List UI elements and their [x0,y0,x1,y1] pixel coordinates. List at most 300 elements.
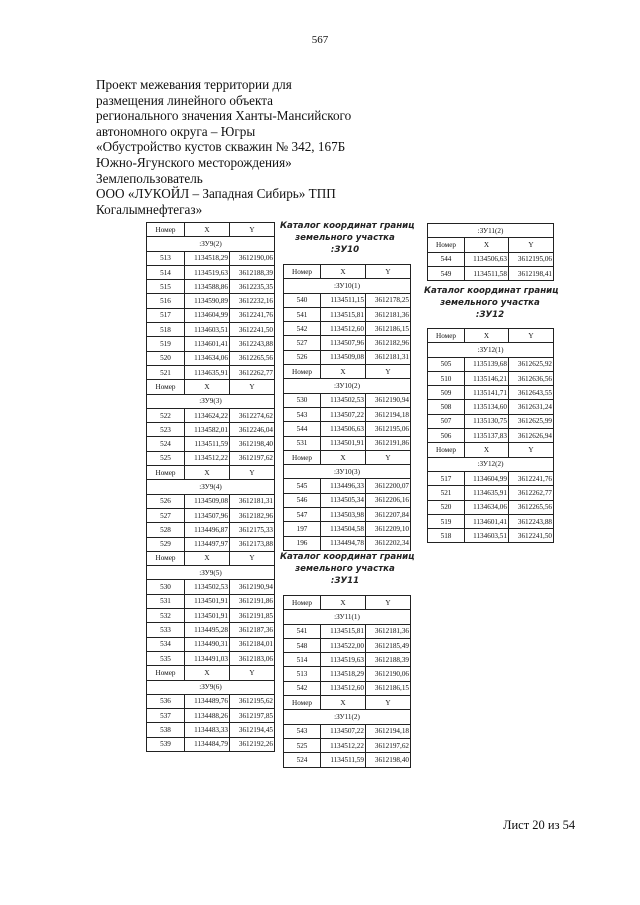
coord-x: 1135134,60 [465,400,509,414]
table-row [284,738,411,752]
catalog-title-zu12 [424,286,559,321]
coord-y: 3612206,16 [366,493,411,507]
catalog-title-line: земельного участка [295,232,395,243]
section-row [284,710,411,724]
section-title: :ЗУ9(2) [147,237,275,251]
table-row [147,694,275,708]
table-row [284,522,411,536]
coord-x: 1134604,99 [185,308,230,322]
coord-y: 3612200,07 [366,479,411,493]
coord-x: 1134505,34 [321,493,366,507]
column-header-y: Y [366,265,411,279]
coord-y: 3612198,41 [509,266,554,280]
point-number: 535 [147,651,185,665]
table-row [147,294,275,308]
coord-x: 1134504,58 [321,522,366,536]
coord-y: 3612241,76 [230,308,275,322]
column-header-number: Номер [428,443,465,457]
coord-x: 1134509,08 [321,350,366,364]
point-number: 527 [284,336,321,350]
table-row [428,400,554,414]
coord-x: 1134518,29 [185,251,230,265]
point-number: 546 [284,493,321,507]
point-number: 519 [147,337,185,351]
coord-y: 3612182,96 [366,336,411,350]
coord-y: 3612191,86 [230,594,275,608]
coord-y: 3612192,26 [230,737,275,751]
point-number: 520 [147,351,185,365]
coord-x: 1134518,29 [321,667,366,681]
point-number: 542 [284,322,321,336]
coord-y: 3612188,39 [230,265,275,279]
table-header-row [428,443,554,457]
coord-x: 1134511,59 [185,437,230,451]
coord-y: 3612207,84 [366,508,411,522]
point-number: 521 [147,365,185,379]
coord-x: 1134635,91 [465,486,509,500]
catalog-title-line: земельного участка [295,563,395,574]
coord-x: 1134483,33 [185,723,230,737]
coord-x: 1134522,00 [321,638,366,652]
point-number: 517 [147,308,185,322]
table-header-row [284,596,411,610]
section-title: :ЗУ10(3) [284,465,411,479]
table-row [428,371,554,385]
table-row [147,408,275,422]
column-header-y: Y [230,551,275,565]
catalog-title-line: :ЗУ11 [330,575,360,586]
table-row [147,709,275,723]
coord-y: 3612194,18 [366,407,411,421]
coord-y: 3612241,76 [509,471,554,485]
coord-x: 1134490,31 [185,637,230,651]
section-title: :ЗУ12(2) [428,457,554,471]
coord-y: 3612194,18 [366,724,411,738]
section-row [147,480,275,494]
coord-y: 3612184,01 [230,637,275,651]
table-row [147,737,275,751]
column-header-x: X [185,223,230,237]
coord-y: 3612191,86 [366,436,411,450]
coord-table-zu9 [146,222,275,752]
table-row [147,351,275,365]
section-title: :ЗУ9(6) [147,680,275,694]
column-header-y: Y [509,238,554,252]
coord-y: 3612625,99 [509,414,554,428]
point-number: 537 [147,709,185,723]
coord-y: 3612246,04 [230,423,275,437]
table-row [147,280,275,294]
coord-x: 1134507,22 [321,724,366,738]
catalog-title-zu10 [280,221,415,256]
page-number: 567 [311,34,329,46]
point-number: 505 [428,357,465,371]
coord-y: 3612178,25 [366,293,411,307]
coord-y: 3612185,49 [366,638,411,652]
coord-x: 1134495,28 [185,623,230,637]
coord-y: 3612198,40 [366,753,411,767]
point-number: 539 [147,737,185,751]
table-row [428,486,554,500]
section-title: :ЗУ10(1) [284,279,411,293]
coord-y: 3612190,06 [366,667,411,681]
point-number: 525 [284,738,321,752]
coord-y: 3612182,96 [230,508,275,522]
table-row [428,514,554,528]
column-header-number: Номер [284,365,321,379]
point-number: 524 [147,437,185,451]
column-header-x: X [321,265,366,279]
section-title: :ЗУ11(2) [284,710,411,724]
table-row [147,609,275,623]
coord-x: 1134501,91 [185,594,230,608]
table-row [428,529,554,543]
section-title: :ЗУ11(2) [428,224,554,238]
header-line: Когалымнефтегаз» [96,201,203,217]
coord-x: 1134509,08 [185,494,230,508]
table-row [284,307,411,321]
point-number: 513 [147,251,185,265]
coord-x: 1134503,98 [321,508,366,522]
coord-y: 3612190,94 [366,393,411,407]
coord-y: 3612195,62 [230,694,275,708]
section-row [284,279,411,293]
table-row [284,624,411,638]
table-row [147,651,275,665]
coord-x: 1134601,41 [465,514,509,528]
coord-y: 3612265,56 [230,351,275,365]
point-number: 543 [284,724,321,738]
header-line: Проект межевания территории для [96,77,292,92]
point-number: 514 [147,265,185,279]
table-header-row [284,365,411,379]
coord-x: 1134491,03 [185,651,230,665]
coord-y: 3612262,77 [230,365,275,379]
table-row [284,407,411,421]
column-header-number: Номер [284,596,321,610]
coord-x: 1134582,01 [185,423,230,437]
table-row [428,386,554,400]
coord-x: 1134488,26 [185,709,230,723]
coord-x: 1134501,91 [185,609,230,623]
table-row [147,437,275,451]
catalog-title-line: :ЗУ12 [475,309,505,320]
section-row [147,237,275,251]
table-row [284,724,411,738]
table-row [284,753,411,767]
table-row [147,308,275,322]
coord-y: 3612183,06 [230,651,275,665]
point-number: 522 [147,408,185,422]
coord-x: 1134496,87 [185,523,230,537]
table-row [284,350,411,364]
coord-y: 3612175,33 [230,523,275,537]
table-row [284,393,411,407]
coord-x: 1134515,81 [321,307,366,321]
point-number: 534 [147,637,185,651]
column-header-x: X [185,666,230,680]
table-row [147,723,275,737]
column-header-y: Y [366,696,411,710]
header-line: регионального значения Ханты-Мансийского [96,108,352,124]
coord-y: 3612195,06 [366,422,411,436]
point-number: 506 [428,429,465,443]
column-header-number: Номер [147,466,185,480]
point-number: 518 [147,323,185,337]
column-header-y: Y [230,466,275,480]
coord-y: 3612190,06 [230,251,275,265]
coord-y: 3612625,92 [509,357,554,371]
column-header-number: Номер [147,666,185,680]
table-row [147,323,275,337]
column-header-y: Y [230,380,275,394]
point-number: 530 [147,580,185,594]
table-row [284,493,411,507]
coord-y: 3612197,85 [230,709,275,723]
coord-x: 1134502,53 [185,580,230,594]
table-row [147,251,275,265]
header-line: Землепользователь [96,170,203,186]
coord-y: 3612197,62 [366,738,411,752]
table-row [284,653,411,667]
point-number: 544 [428,252,465,266]
coord-x: 1134511,58 [465,266,509,280]
coord-y: 3612198,40 [230,437,275,451]
column-header-number: Номер [147,223,185,237]
header-line: «Обустройство кустов скважин № 342, 167Б [96,139,346,155]
point-number: 196 [284,536,321,550]
section-title: :ЗУ9(4) [147,480,275,494]
table-row [147,451,275,465]
coord-table-zu10 [283,264,411,551]
coord-y: 3612235,35 [230,280,275,294]
coord-x: 1134515,81 [321,624,366,638]
column-header-y: Y [366,450,411,464]
point-number: 508 [428,400,465,414]
section-row [147,680,275,694]
coord-x: 1134511,15 [321,293,366,307]
point-number: 545 [284,479,321,493]
coord-y: 3612188,39 [366,653,411,667]
column-header-y: Y [366,365,411,379]
point-number: 197 [284,522,321,536]
point-number: 517 [428,471,465,485]
column-header-number: Номер [428,238,465,252]
table-row [428,414,554,428]
coord-x: 1134494,78 [321,536,366,550]
coord-x: 1134512,22 [321,738,366,752]
column-header-y: Y [509,329,554,343]
coord-y: 3612197,62 [230,451,275,465]
table-row [428,252,554,266]
coord-x: 1134507,96 [185,508,230,522]
table-header-row [428,238,554,252]
coord-x: 1134497,97 [185,537,230,551]
header-line: ООО «ЛУКОЙЛ – Западная Сибирь» ТПП [96,186,336,202]
section-row [428,343,554,357]
coord-x: 1134496,33 [321,479,366,493]
point-number: 544 [284,422,321,436]
table-row [284,436,411,450]
coord-x: 1134603,51 [185,323,230,337]
coord-x: 1134507,96 [321,336,366,350]
column-header-number: Номер [428,329,465,343]
coord-table-zu11 [283,595,411,768]
coord-y: 3612191,85 [230,609,275,623]
coord-y: 3612636,56 [509,371,554,385]
point-number: 543 [284,407,321,421]
coord-y: 3612181,36 [366,307,411,321]
table-row [284,422,411,436]
coord-x: 1134512,60 [321,681,366,695]
point-number: 516 [147,294,185,308]
column-header-x: X [465,443,509,457]
coord-x: 1135139,68 [465,357,509,371]
coord-x: 1134624,22 [185,408,230,422]
section-row [428,224,554,238]
coord-x: 1134502,53 [321,393,366,407]
table-row [284,479,411,493]
column-header-number: Номер [284,696,321,710]
column-header-x: X [465,238,509,252]
table-row [284,667,411,681]
column-header-number: Номер [284,450,321,464]
coord-y: 3612643,55 [509,386,554,400]
table-row [147,537,275,551]
coord-y: 3612187,36 [230,623,275,637]
header-line: размещения линейного объекта [96,92,274,108]
coord-x: 1134604,99 [465,471,509,485]
table-header-row [147,466,275,480]
point-number: 547 [284,508,321,522]
table-row [284,508,411,522]
coord-x: 1134519,63 [185,265,230,279]
coord-x: 1134601,41 [185,337,230,351]
point-number: 528 [147,523,185,537]
coord-x: 1135146,21 [465,371,509,385]
table-row [428,266,554,280]
section-row [428,457,554,471]
coord-y: 3612181,31 [366,350,411,364]
section-title: :ЗУ9(5) [147,566,275,580]
table-row [147,337,275,351]
catalog-title-line: земельного участка [440,297,540,308]
column-header-y: Y [509,443,554,457]
coord-x: 1134588,86 [185,280,230,294]
column-header-x: X [185,380,230,394]
sheet-footer: Лист 20 из 54 [503,818,576,832]
coord-table-zu11-continued [427,223,554,281]
coord-x: 1134590,89 [185,294,230,308]
header-line: Южно-Ягунского месторождения» [96,154,292,170]
point-number: 529 [147,537,185,551]
catalog-title-line: Каталог координат границ [280,552,415,562]
table-row [147,580,275,594]
column-header-number: Номер [147,380,185,394]
table-header-row [147,666,275,680]
table-row [147,494,275,508]
section-title: :ЗУ12(1) [428,343,554,357]
coord-x: 1134501,91 [321,436,366,450]
table-row [147,423,275,437]
point-number: 515 [147,280,185,294]
coord-y: 3612241,50 [230,323,275,337]
coord-x: 1135137,83 [465,429,509,443]
column-header-x: X [321,596,366,610]
table-row [284,536,411,550]
coord-y: 3612181,36 [366,624,411,638]
point-number: 542 [284,681,321,695]
table-header-row [428,329,554,343]
coord-x: 1135141,71 [465,386,509,400]
point-number: 531 [147,594,185,608]
table-header-row [284,696,411,710]
point-number: 540 [284,293,321,307]
table-row [147,594,275,608]
point-number: 536 [147,694,185,708]
point-number: 538 [147,723,185,737]
coord-x: 1134507,22 [321,407,366,421]
point-number: 510 [428,371,465,385]
table-header-row [147,223,275,237]
coord-y: 3612265,56 [509,500,554,514]
table-row [147,637,275,651]
coord-x: 1134484,79 [185,737,230,751]
point-number: 541 [284,307,321,321]
point-number: 507 [428,414,465,428]
table-row [284,293,411,307]
point-number: 523 [147,423,185,437]
point-number: 518 [428,529,465,543]
coord-x: 1134519,63 [321,653,366,667]
column-header-x: X [465,329,509,343]
coord-y: 3612209,10 [366,522,411,536]
coord-x: 1134489,76 [185,694,230,708]
point-number: 549 [428,266,465,280]
catalog-title-line: :ЗУ10 [330,244,360,255]
coord-x: 1135130,75 [465,414,509,428]
coord-y: 3612202,34 [366,536,411,550]
column-header-y: Y [366,596,411,610]
coord-y: 3612631,24 [509,400,554,414]
column-header-x: X [185,551,230,565]
section-row [284,610,411,624]
point-number: 513 [284,667,321,681]
coord-y: 3612195,06 [509,252,554,266]
point-number: 521 [428,486,465,500]
point-number: 525 [147,451,185,465]
table-header-row [284,265,411,279]
section-title: :ЗУ9(3) [147,394,275,408]
section-row [284,465,411,479]
table-row [147,508,275,522]
point-number: 519 [428,514,465,528]
point-number: 532 [147,609,185,623]
table-row [428,500,554,514]
coord-y: 3612274,62 [230,408,275,422]
coord-y: 3612262,77 [509,486,554,500]
table-row [428,429,554,443]
coord-x: 1134603,51 [465,529,509,543]
coord-y: 3612190,94 [230,580,275,594]
coord-y: 3612186,15 [366,322,411,336]
coord-y: 3612243,88 [230,337,275,351]
section-row [147,394,275,408]
column-header-x: X [321,696,366,710]
table-header-row [284,450,411,464]
coord-y: 3612232,16 [230,294,275,308]
header-line: автономного округа – Югры [96,123,256,139]
